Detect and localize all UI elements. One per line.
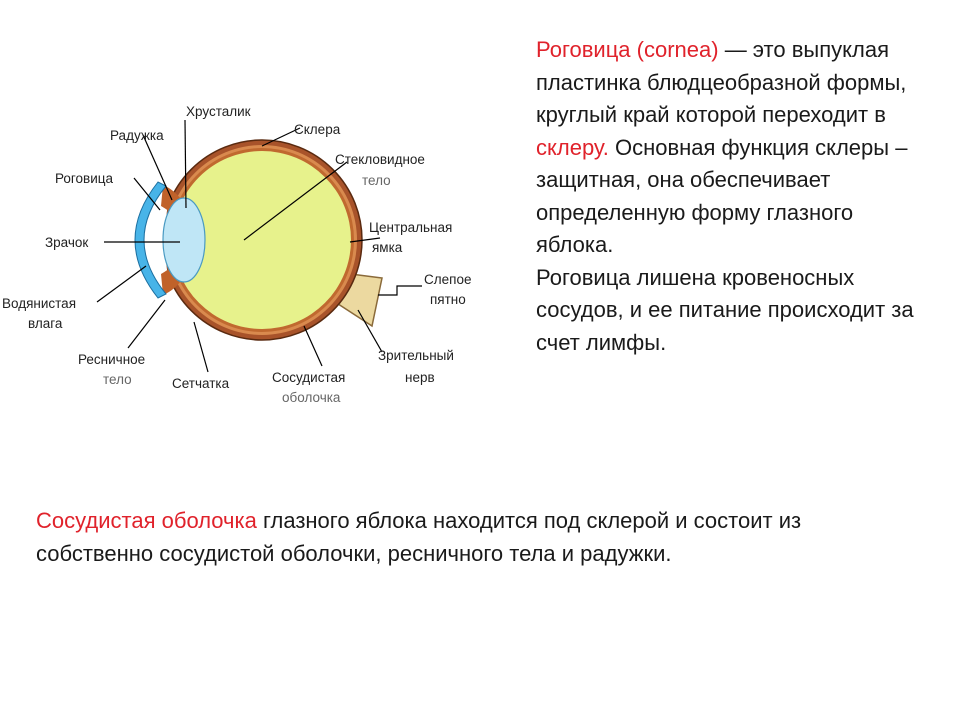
label-pupil: Зрачок xyxy=(45,235,89,250)
label-retina: Сетчатка xyxy=(172,376,230,391)
label-iris: Радужка xyxy=(110,128,164,143)
choroid-description xyxy=(36,504,916,570)
eye-anatomy-diagram xyxy=(0,90,500,420)
label-blind-spot-1: Слепое xyxy=(424,272,472,287)
label-fovea-2: ямка xyxy=(372,240,403,255)
label-vitreous-2: тело xyxy=(362,173,391,188)
label-choroid-1: Сосудистая xyxy=(272,370,346,385)
lens-shape xyxy=(163,198,205,282)
label-blind-spot-2: пятно xyxy=(430,292,466,307)
label-vitreous-1: Стекловидное xyxy=(335,152,425,167)
cornea-text-part2: Основная функция склеры – защитная, она обеспечивает определенную форму глазного яблока. xyxy=(536,134,908,257)
cornea-text-part3: Роговица лишена кровеносных сосудов, и ее питание происходит за счет лимфы. xyxy=(536,264,914,355)
sclera-term: склеру. xyxy=(536,134,609,160)
label-lens: Хрусталик xyxy=(186,104,251,119)
cornea-text-part1: — это выпуклая пластинка блюдцеобразной формы, круглый край которой переходит в xyxy=(536,37,907,127)
label-ciliary-1: Ресничное xyxy=(78,352,146,367)
label-fovea-1: Центральная xyxy=(369,220,453,235)
label-ciliary-2: тело xyxy=(103,372,132,387)
cornea-term: Роговица (cornea) xyxy=(536,37,719,62)
label-sclera: Склера xyxy=(294,122,341,137)
cornea-description xyxy=(536,34,936,359)
label-aqueous-2: влага xyxy=(28,316,63,331)
choroid-term: Сосудистая оболочка xyxy=(36,508,257,533)
label-cornea: Роговица xyxy=(55,171,114,186)
label-nerve-1: Зрительный xyxy=(378,348,454,363)
choroid-text: глазного яблока находится под склерой и состоит из собственно сосудистой оболочки, ресничного тела и радужки. xyxy=(36,508,802,566)
label-choroid-2: оболочка xyxy=(282,390,341,405)
label-nerve-2: нерв xyxy=(405,370,435,385)
label-aqueous-1: Водянистая xyxy=(2,296,76,311)
